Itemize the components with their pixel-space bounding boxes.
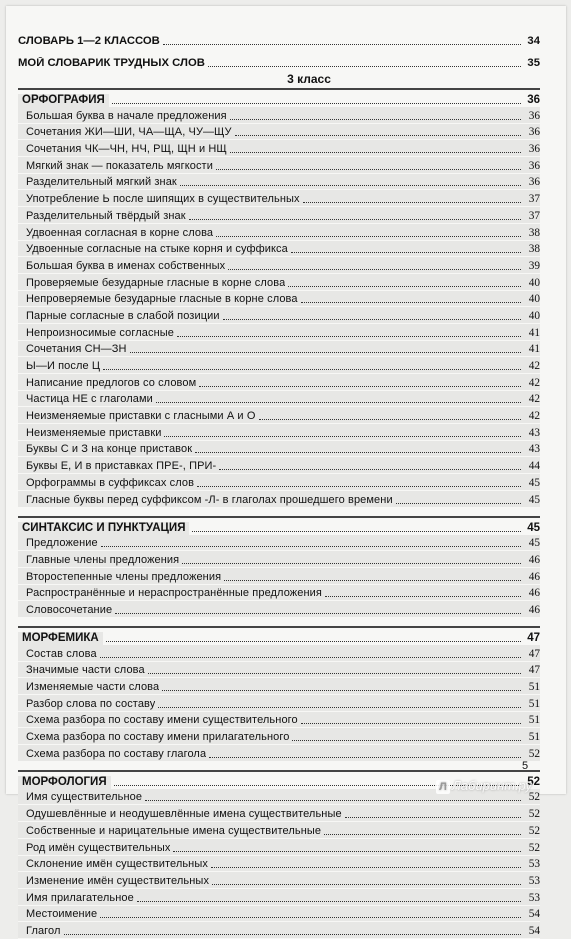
toc-item bbox=[18, 839, 540, 856]
page-number: 5 bbox=[522, 760, 529, 772]
toc-entry-title: Орфограммы в суффиксах слов bbox=[26, 476, 195, 489]
toc-entry-title: Буквы Е, И в приставках ПРЕ-, ПРИ- bbox=[26, 460, 217, 473]
dot-leader bbox=[212, 883, 521, 885]
dot-leader bbox=[103, 368, 521, 370]
toc-entry-title: Схема разбора по составу глагола bbox=[26, 747, 207, 760]
toc-item bbox=[18, 457, 540, 474]
dot-leader bbox=[64, 933, 521, 935]
toc-entry-page: 37 bbox=[528, 193, 540, 206]
section-spacer bbox=[18, 618, 540, 626]
toc-item bbox=[18, 324, 540, 341]
toc-item bbox=[18, 190, 540, 207]
toc-entry-page: 42 bbox=[528, 376, 540, 389]
toc-entry-page: 52 bbox=[528, 808, 540, 821]
toc-entry-page: 38 bbox=[528, 226, 540, 239]
dot-leader bbox=[292, 739, 521, 741]
toc-entry-hard-words bbox=[18, 48, 540, 70]
dot-leader bbox=[208, 65, 521, 67]
toc-entry-page: 51 bbox=[528, 731, 540, 744]
toc-entry-title: Предложение bbox=[26, 537, 98, 550]
toc-entry-page: 42 bbox=[528, 360, 540, 372]
toc-entry-page: 52 bbox=[528, 824, 540, 837]
dot-leader bbox=[325, 595, 521, 597]
toc-entry-title: Неизменяемые приставки bbox=[26, 426, 162, 439]
toc-entry-page: 46 bbox=[528, 603, 540, 616]
dot-leader bbox=[303, 201, 521, 203]
dot-leader bbox=[148, 672, 521, 674]
section-spacer bbox=[18, 762, 540, 770]
toc-section-heading bbox=[18, 516, 540, 535]
toc-entry-title: Непроверяемые безударные гласные в корне слова bbox=[26, 293, 298, 306]
toc-entry-title: МОРФЕМИКА bbox=[18, 632, 103, 645]
toc-item bbox=[18, 872, 540, 889]
toc-sections bbox=[18, 88, 540, 939]
toc-entry-title: Удвоенная согласная в корне слова bbox=[26, 226, 214, 239]
toc-entry-title: Имя прилагательное bbox=[26, 891, 134, 904]
toc-entry-title: Парные согласные в слабой позиции bbox=[26, 309, 220, 322]
toc-entry-title: ОРФОГРАФИЯ bbox=[18, 94, 109, 107]
toc-entry-page: 47 bbox=[527, 631, 540, 644]
toc-item bbox=[18, 341, 540, 358]
dot-leader bbox=[112, 102, 521, 104]
dot-leader bbox=[182, 562, 521, 564]
toc-item bbox=[18, 491, 540, 508]
toc-entry-title: Частица НЕ с глаголами bbox=[26, 393, 153, 406]
toc-item bbox=[18, 856, 540, 873]
toc-entry-title: МОРФОЛОГИЯ bbox=[18, 776, 111, 789]
toc-section-heading bbox=[18, 88, 540, 107]
toc-entry-title: Сочетания СН—ЗН bbox=[26, 343, 127, 356]
toc-item bbox=[18, 424, 540, 441]
toc-entry-title: Второстепенные члены предложения bbox=[26, 570, 222, 583]
toc-item bbox=[18, 274, 540, 291]
toc-item bbox=[18, 224, 540, 241]
toc-item bbox=[18, 712, 540, 729]
toc-entry-page: 52 bbox=[528, 791, 540, 804]
toc-entry-title: Неизменяемые приставки с гласными А и О bbox=[26, 410, 256, 423]
toc-entry-page: 52 bbox=[528, 841, 540, 854]
dot-leader bbox=[288, 285, 521, 287]
toc-entry-page: 36 bbox=[528, 176, 540, 189]
dot-leader bbox=[259, 418, 522, 420]
toc-item bbox=[18, 174, 540, 191]
table-of-contents bbox=[18, 34, 540, 939]
toc-entry-page: 41 bbox=[528, 326, 540, 339]
dot-leader bbox=[156, 401, 521, 403]
toc-entry-title: Склонение имён существительных bbox=[26, 858, 208, 871]
toc-entry-title: Большая буква в начале предложения bbox=[26, 109, 227, 122]
dot-leader bbox=[230, 151, 521, 153]
dot-leader bbox=[224, 579, 521, 581]
toc-entry-page: 47 bbox=[528, 647, 540, 660]
toc-item bbox=[18, 374, 540, 391]
toc-item bbox=[18, 207, 540, 224]
toc-entry-page: 35 bbox=[527, 57, 540, 69]
toc-entry-title: Сочетания ЖИ—ШИ, ЧА—ЩА, ЧУ—ЩУ bbox=[26, 126, 232, 139]
dot-leader bbox=[219, 468, 521, 470]
dot-leader bbox=[130, 351, 521, 353]
toc-item bbox=[18, 391, 540, 408]
toc-item bbox=[18, 662, 540, 679]
toc-entry-page: 36 bbox=[527, 94, 540, 106]
toc-entry-page: 40 bbox=[528, 309, 540, 322]
toc-item bbox=[18, 107, 540, 124]
watermark-logo bbox=[436, 778, 532, 794]
toc-item bbox=[18, 357, 540, 374]
class-heading: 3 класс bbox=[287, 72, 331, 86]
toc-entry-page: 53 bbox=[528, 858, 540, 871]
dot-leader bbox=[106, 640, 521, 642]
toc-entry-page: 53 bbox=[528, 891, 540, 904]
toc-entry-page: 38 bbox=[528, 243, 540, 256]
toc-entry-page: 43 bbox=[528, 426, 540, 439]
toc-item bbox=[18, 822, 540, 839]
toc-entry-page: 39 bbox=[528, 259, 540, 272]
toc-item bbox=[18, 585, 540, 602]
toc-entry-title: Непроизносимые согласные bbox=[26, 326, 174, 339]
toc-item bbox=[18, 407, 540, 424]
toc-entry-page: 45 bbox=[527, 521, 540, 534]
toc-entry-title: Большая буква в именах собственных bbox=[26, 259, 226, 272]
toc-item bbox=[18, 805, 540, 822]
toc-item bbox=[18, 645, 540, 662]
toc-item bbox=[18, 728, 540, 745]
section-spacer bbox=[18, 508, 540, 516]
toc-entry-page: 34 bbox=[527, 35, 540, 47]
toc-entry-title: Собственные и нарицательные имена существительные bbox=[26, 824, 322, 837]
toc-item bbox=[18, 157, 540, 174]
toc-entry-page: 36 bbox=[528, 159, 540, 172]
dot-leader bbox=[199, 385, 521, 387]
toc-item bbox=[18, 889, 540, 906]
watermark-text: Лабиринт.ру bbox=[452, 778, 532, 793]
toc-entry-page: 46 bbox=[528, 587, 540, 600]
toc-entry-page: 51 bbox=[528, 714, 540, 727]
book-page bbox=[6, 6, 566, 937]
toc-entry-page: 41 bbox=[528, 343, 540, 356]
toc-section-heading bbox=[18, 626, 540, 645]
toc-entry-page: 36 bbox=[528, 143, 540, 156]
toc-entry-page: 37 bbox=[528, 209, 540, 222]
toc-entry-title: Имя существительное bbox=[26, 791, 143, 804]
toc-entry-page: 53 bbox=[528, 874, 540, 887]
dot-leader bbox=[115, 612, 521, 614]
toc-entry-page: 45 bbox=[528, 493, 540, 506]
toc-entry-title: Значимые части слова bbox=[26, 664, 145, 677]
toc-entry-title: Разделительный твёрдый знак bbox=[26, 209, 186, 222]
toc-entry-page: 44 bbox=[528, 460, 540, 473]
toc-entry-title: Глагол bbox=[26, 924, 61, 937]
toc-entry-title: Удвоенные согласные на стыке корня и суффикса bbox=[26, 243, 288, 256]
dot-leader bbox=[235, 134, 521, 136]
toc-entry-title: СЛОВАРЬ 1—2 КЛАССОВ bbox=[18, 35, 160, 47]
toc-item bbox=[18, 535, 540, 552]
toc-item bbox=[18, 124, 540, 141]
toc-entry-title: Ы—И после Ц bbox=[26, 360, 101, 372]
toc-entry-title: Местоимение bbox=[26, 908, 98, 921]
toc-entry-page: 36 bbox=[528, 109, 540, 122]
toc-entry-title: Состав слова bbox=[26, 647, 97, 660]
dot-leader bbox=[100, 916, 521, 918]
dot-leader bbox=[180, 184, 521, 186]
toc-entry-page: 43 bbox=[528, 443, 540, 456]
toc-entry-dictionary-1-2 bbox=[18, 34, 540, 48]
dot-leader bbox=[396, 502, 521, 504]
toc-entry-page: 45 bbox=[528, 537, 540, 550]
dot-leader bbox=[177, 335, 521, 337]
toc-entry-title: Изменяемые части слова bbox=[26, 681, 160, 693]
dot-leader bbox=[162, 689, 521, 691]
toc-entry-page: 40 bbox=[528, 276, 540, 289]
toc-item bbox=[18, 307, 540, 324]
toc-item bbox=[18, 906, 540, 923]
toc-entry-page: 51 bbox=[528, 697, 540, 710]
toc-entry-title: Главные члены предложения bbox=[26, 553, 180, 566]
toc-entry-page: 51 bbox=[528, 681, 540, 693]
dot-leader bbox=[216, 168, 521, 170]
toc-entry-title: Проверяемые безударные гласные в корне слова bbox=[26, 276, 286, 289]
toc-entry-title: Гласные буквы перед суффиксом -Л- в глаголах прошедшего времени bbox=[26, 493, 393, 506]
toc-item bbox=[18, 140, 540, 157]
toc-entry-page: 54 bbox=[528, 908, 540, 921]
toc-entry-title: Сочетания ЧК—ЧН, НЧ, РЩ, ЩН и НЩ bbox=[26, 143, 227, 156]
toc-item bbox=[18, 568, 540, 585]
toc-entry-page: 42 bbox=[528, 410, 540, 423]
dot-leader bbox=[100, 656, 521, 658]
toc-entry-page: 45 bbox=[528, 476, 540, 489]
toc-item bbox=[18, 441, 540, 458]
dot-leader bbox=[164, 435, 521, 437]
dot-leader bbox=[230, 118, 521, 120]
toc-entry-title: Разбор слова по составу bbox=[26, 697, 156, 710]
toc-item bbox=[18, 474, 540, 491]
toc-entry-title: Род имён существительных bbox=[26, 841, 171, 854]
toc-item bbox=[18, 745, 540, 762]
dot-leader bbox=[211, 866, 521, 868]
dot-leader bbox=[158, 706, 521, 708]
labirint-logo-icon: Л bbox=[436, 780, 450, 794]
dot-leader bbox=[101, 545, 521, 547]
dot-leader bbox=[137, 900, 521, 902]
dot-leader bbox=[189, 218, 521, 220]
dot-leader bbox=[291, 251, 521, 253]
dot-leader bbox=[192, 530, 521, 532]
dot-leader bbox=[301, 722, 521, 724]
toc-entry-title: Мягкий знак — показатель мягкости bbox=[26, 159, 213, 172]
dot-leader bbox=[301, 301, 521, 303]
dot-leader bbox=[216, 235, 521, 237]
dot-leader bbox=[197, 485, 521, 487]
toc-entry-title: Употребление Ь после шипящих в существительных bbox=[26, 193, 300, 206]
toc-entry-title: Распространённые и нераспространённые предложения bbox=[26, 587, 322, 600]
dot-leader bbox=[223, 318, 521, 320]
toc-entry-title: СИНТАКСИС И ПУНКТУАЦИЯ bbox=[18, 522, 189, 535]
toc-entry-page: 36 bbox=[528, 126, 540, 139]
dot-leader bbox=[163, 43, 521, 45]
toc-entry-title: Буквы С и З на конце приставок bbox=[26, 443, 193, 456]
dot-leader bbox=[195, 451, 521, 453]
dot-leader bbox=[228, 268, 521, 270]
toc-entry-page: 46 bbox=[528, 553, 540, 566]
toc-entry-title: Схема разбора по составу имени прилагательного bbox=[26, 731, 290, 744]
toc-item bbox=[18, 551, 540, 568]
dot-leader bbox=[209, 756, 521, 758]
dot-leader bbox=[173, 850, 521, 852]
toc-entry-page: 40 bbox=[528, 293, 540, 306]
toc-item bbox=[18, 678, 540, 695]
toc-entry-title: Изменение имён существительных bbox=[26, 874, 210, 887]
toc-entry-page: 52 bbox=[528, 747, 540, 760]
toc-item bbox=[18, 291, 540, 308]
dot-leader bbox=[324, 833, 521, 835]
toc-entry-title: Написание предлогов со словом bbox=[26, 376, 197, 389]
toc-entry-title: Разделительный мягкий знак bbox=[26, 176, 177, 189]
dot-leader bbox=[345, 816, 521, 818]
toc-entry-page: 47 bbox=[528, 664, 540, 677]
toc-item bbox=[18, 922, 540, 939]
toc-item bbox=[18, 601, 540, 618]
toc-entry-title: МОЙ СЛОВАРИК ТРУДНЫХ СЛОВ bbox=[18, 57, 205, 69]
toc-item bbox=[18, 241, 540, 258]
toc-entry-page: 46 bbox=[528, 570, 540, 583]
toc-entry-page: 42 bbox=[528, 393, 540, 406]
toc-entry-title: Схема разбора по составу имени существительного bbox=[26, 714, 298, 727]
toc-entry-title: Словосочетание bbox=[26, 603, 113, 616]
toc-item bbox=[18, 695, 540, 712]
toc-entry-page: 52 bbox=[527, 775, 540, 788]
toc-entry-title: Одушевлённые и неодушевлённые имена существительные bbox=[26, 808, 342, 821]
toc-entry-page: 54 bbox=[528, 924, 540, 937]
toc-item bbox=[18, 257, 540, 274]
